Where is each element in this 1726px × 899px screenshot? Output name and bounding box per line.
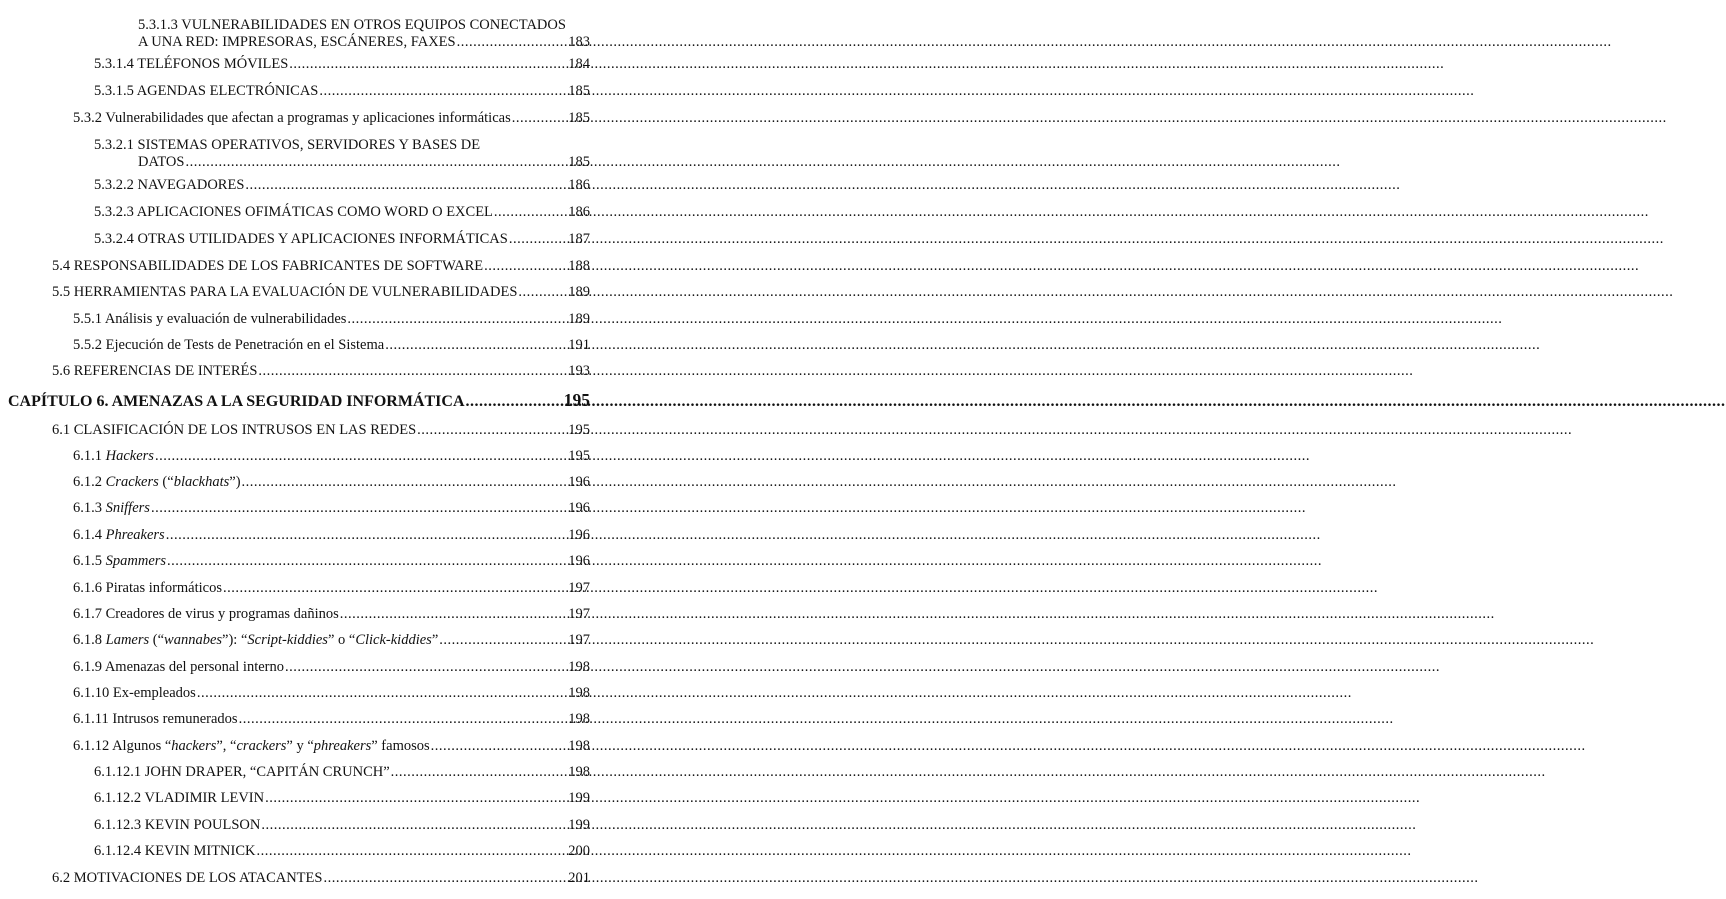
toc-page-number: 201 bbox=[568, 870, 590, 886]
toc-page-number: 198 bbox=[568, 764, 590, 780]
toc-entry-title: 6.1.12.4 KEVIN MITNICK bbox=[94, 843, 256, 859]
toc-entry-title: 6.1.12.3 KEVIN POULSON bbox=[94, 817, 261, 833]
toc-page-number: 195 bbox=[568, 448, 590, 464]
toc-page-number: 199 bbox=[568, 790, 590, 806]
dot-leader bbox=[242, 474, 568, 491]
toc-entry-5-4[interactable] bbox=[52, 258, 590, 275]
toc-page-number: 196 bbox=[568, 500, 590, 516]
toc-entry-5-3-1-5[interactable] bbox=[94, 83, 590, 100]
toc-page-number: 193 bbox=[568, 363, 590, 379]
toc-entry-chapter-6[interactable] bbox=[8, 392, 590, 410]
toc-entry-title: 6.1.8 Lamers (“wannabes”): “Script-kiddies” o “Click-kiddies” bbox=[73, 632, 439, 648]
dot-leader bbox=[509, 231, 567, 248]
dot-leader bbox=[391, 764, 568, 781]
toc-entry-title: 5.3.2 Vulnerabilidades que afectan a programas y aplicaciones informáticas bbox=[73, 110, 511, 126]
toc-entry-title: 6.1.4 Phreakers bbox=[73, 527, 165, 543]
toc-page-number: 198 bbox=[568, 711, 590, 727]
toc-page-number: 189 bbox=[568, 284, 590, 300]
toc-entry-title: 6.1.10 Ex-empleados bbox=[73, 685, 196, 701]
toc-entry-title: 5.5.2 Ejecución de Tests de Penetración en el Sistema bbox=[73, 337, 385, 353]
dot-leader bbox=[439, 632, 567, 649]
toc-entry-title: 5.3.2.2 NAVEGADORES bbox=[94, 177, 245, 193]
dot-leader bbox=[484, 258, 567, 275]
toc-entry-title: 6.1.9 Amenazas del personal interno bbox=[73, 659, 284, 675]
toc-entry-title: 6.1 CLASIFICACIÓN DE LOS INTRUSOS EN LAS REDES bbox=[52, 422, 417, 438]
toc-page-number: 185 bbox=[568, 154, 590, 170]
dot-leader bbox=[319, 83, 567, 100]
toc-entry-6-1-12-2[interactable] bbox=[94, 790, 590, 807]
toc-entry-5-3-2[interactable] bbox=[73, 110, 590, 127]
dot-leader bbox=[185, 154, 567, 171]
toc-page-number: 196 bbox=[568, 474, 590, 490]
toc-entry-title: 6.1.1 Hackers bbox=[73, 448, 154, 464]
toc-entry-6-1[interactable] bbox=[52, 422, 590, 439]
toc-entry-6-1-10[interactable] bbox=[73, 685, 590, 702]
toc-entry-title: 6.1.12.1 JOHN DRAPER, “CAPITÁN CRUNCH” bbox=[94, 764, 390, 780]
toc-entry-5-3-1-4[interactable] bbox=[94, 56, 590, 73]
toc-entry-6-1-11[interactable] bbox=[73, 711, 590, 728]
toc-entry-title: 5.4 RESPONSABILIDADES DE LOS FABRICANTES DE SOFTWARE bbox=[52, 258, 484, 274]
toc-entry-title: 6.1.2 Crackers (“blackhats”) bbox=[73, 474, 241, 490]
dot-leader bbox=[457, 34, 568, 51]
toc-entry-5-5-1[interactable] bbox=[73, 311, 590, 328]
toc-entry-6-1-12-3[interactable] bbox=[94, 817, 590, 834]
toc-entry-title: A UNA RED: IMPRESORAS, ESCÁNERES, FAXES bbox=[138, 34, 456, 50]
toc-entry-title: 5.5.1 Análisis y evaluación de vulnerabilidades bbox=[73, 311, 347, 327]
dot-leader bbox=[155, 448, 567, 465]
toc-entry-title: 6.1.11 Intrusos remunerados bbox=[73, 711, 238, 727]
toc-page-number: 198 bbox=[568, 659, 590, 675]
dot-leader bbox=[245, 177, 567, 194]
toc-entry-title: 6.1.12 Algunos “hackers”, “crackers” y “phreakers” famosos bbox=[73, 738, 430, 754]
toc-page-number: 186 bbox=[568, 204, 590, 220]
dot-leader bbox=[347, 311, 567, 328]
dot-leader bbox=[285, 659, 567, 676]
toc-entry-5-3-1-3[interactable] bbox=[138, 17, 590, 51]
toc-entry-6-2[interactable] bbox=[52, 870, 590, 887]
toc-entry-6-1-6[interactable] bbox=[73, 580, 590, 597]
toc-entry-6-1-5[interactable] bbox=[73, 553, 590, 570]
toc-entry-5-3-2-4[interactable] bbox=[94, 231, 590, 248]
toc-entry-6-1-1[interactable] bbox=[73, 448, 590, 465]
toc-page-number: 195 bbox=[563, 390, 590, 410]
toc-entry-6-1-12-4[interactable] bbox=[94, 843, 590, 860]
table-of-contents bbox=[0, 0, 600, 899]
toc-entry-title: 5.3.2.4 OTRAS UTILIDADES Y APLICACIONES INFORMÁTICAS bbox=[94, 231, 508, 247]
dot-leader bbox=[518, 284, 567, 301]
toc-entry-5-3-2-3[interactable] bbox=[94, 204, 590, 221]
toc-entry-5-3-2-2[interactable] bbox=[94, 177, 590, 194]
dot-leader bbox=[323, 870, 567, 887]
dot-leader bbox=[431, 738, 568, 755]
toc-entry-title: 6.1.5 Spammers bbox=[73, 553, 167, 569]
toc-chapter-title: CAPÍTULO 6. AMENAZAS A LA SEGURIDAD INFORMÁTICA bbox=[8, 393, 465, 410]
dot-leader bbox=[239, 711, 568, 728]
toc-page-number: 197 bbox=[568, 606, 590, 622]
toc-page-number: 189 bbox=[568, 311, 590, 327]
dot-leader bbox=[166, 527, 568, 544]
toc-page-number: 185 bbox=[568, 83, 590, 99]
toc-entry-5-6[interactable] bbox=[52, 363, 590, 380]
toc-entry-title-line1: 5.3.1.3 VULNERABILIDADES EN OTROS EQUIPOS CONECTADOS bbox=[138, 17, 566, 33]
toc-entry-title: 5.6 REFERENCIAS DE INTERÉS bbox=[52, 363, 258, 379]
toc-entry-title: 6.2 MOTIVACIONES DE LOS ATACANTES bbox=[52, 870, 323, 886]
toc-page-number: 199 bbox=[568, 817, 590, 833]
dot-leader bbox=[197, 685, 567, 702]
toc-page-number: 184 bbox=[568, 56, 590, 72]
dot-leader bbox=[512, 110, 568, 127]
toc-entry-title: 5.3.1.4 TELÉFONOS MÓVILES bbox=[94, 56, 289, 72]
toc-page-number: 185 bbox=[568, 110, 590, 126]
toc-page-number: 196 bbox=[568, 553, 590, 569]
toc-entry-title: 6.1.3 Sniffers bbox=[73, 500, 150, 516]
dot-leader bbox=[258, 363, 567, 380]
toc-entry-6-1-2[interactable] bbox=[73, 474, 590, 491]
toc-page-number: 196 bbox=[568, 527, 590, 543]
toc-entry-6-1-8[interactable] bbox=[73, 632, 590, 649]
toc-entry-title: 5.3.2.3 APLICACIONES OFIMÁTICAS COMO WORD O EXCEL bbox=[94, 204, 493, 220]
dot-leader bbox=[265, 790, 567, 807]
dot-leader bbox=[466, 393, 563, 410]
toc-entry-title: DATOS bbox=[138, 154, 185, 170]
dot-leader bbox=[494, 204, 567, 221]
toc-entry-title: 6.1.7 Creadores de virus y programas dañinos bbox=[73, 606, 339, 622]
dot-leader bbox=[340, 606, 567, 623]
dot-leader bbox=[261, 817, 567, 834]
toc-entry-6-1-12-1[interactable] bbox=[94, 764, 590, 781]
toc-entry-5-3-2-1[interactable] bbox=[94, 137, 590, 171]
toc-entry-title: 6.1.12.2 VLADIMIR LEVIN bbox=[94, 790, 265, 806]
toc-page-number: 187 bbox=[568, 231, 590, 247]
toc-page-number: 197 bbox=[568, 580, 590, 596]
dot-leader bbox=[385, 337, 567, 354]
toc-entry-6-1-3[interactable] bbox=[73, 500, 590, 517]
toc-page-number: 200 bbox=[568, 843, 590, 859]
toc-entry-5-5-2[interactable] bbox=[73, 337, 590, 354]
dot-leader bbox=[223, 580, 567, 597]
dot-leader bbox=[289, 56, 567, 73]
toc-entry-6-1-9[interactable] bbox=[73, 659, 590, 676]
toc-page-number: 188 bbox=[568, 258, 590, 274]
dot-leader bbox=[151, 500, 567, 517]
dot-leader bbox=[167, 553, 567, 570]
dot-leader bbox=[257, 843, 568, 860]
toc-page-number: 197 bbox=[568, 632, 590, 648]
toc-page-number: 195 bbox=[568, 422, 590, 438]
toc-entry-6-1-12[interactable] bbox=[73, 738, 590, 755]
dot-leader bbox=[417, 422, 567, 439]
toc-entry-title: 5.5 HERRAMIENTAS PARA LA EVALUACIÓN DE VULNERABILIDADES bbox=[52, 284, 518, 300]
toc-entry-title-line1: 5.3.2.1 SISTEMAS OPERATIVOS, SERVIDORES Y BASES DE bbox=[94, 137, 481, 153]
toc-entry-title: 5.3.1.5 AGENDAS ELECTRÓNICAS bbox=[94, 83, 319, 99]
toc-page-number: 186 bbox=[568, 177, 590, 193]
toc-entry-title: 6.1.6 Piratas informáticos bbox=[73, 580, 223, 596]
toc-page-number: 198 bbox=[568, 685, 590, 701]
toc-page-number: 183 bbox=[568, 34, 590, 50]
toc-page-number: 191 bbox=[568, 337, 590, 353]
toc-entry-6-1-4[interactable] bbox=[73, 527, 590, 544]
toc-entry-5-5[interactable] bbox=[52, 284, 590, 301]
toc-page-number: 198 bbox=[568, 738, 590, 754]
toc-entry-6-1-7[interactable] bbox=[73, 606, 590, 623]
